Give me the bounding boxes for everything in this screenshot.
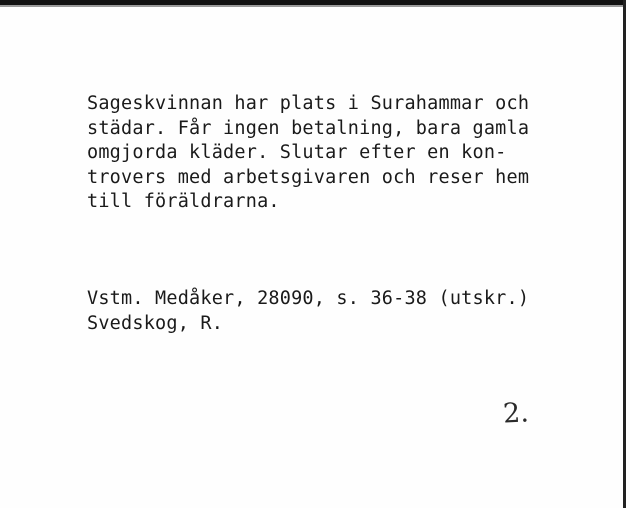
citation-line: Svedskog, R.: [87, 313, 224, 334]
summary-line: städar. Får ingen betalning, bara gamla: [87, 117, 530, 139]
summary-line: Sageskvinnan har plats i Surahammar och: [87, 93, 530, 114]
citation-line: Vstm. Medåker, 28090, s. 36-38 (utskr.): [87, 288, 530, 309]
card-top-edge-shadow: [0, 5, 626, 7]
summary-text: [87, 92, 529, 215]
handwritten-card-number: 2.: [502, 397, 530, 430]
summary-line: trovers med arbetsgivaren och reser hem: [87, 166, 530, 188]
summary-line: till föräldrarna.: [87, 191, 280, 212]
summary-line: omgjorda kläder. Slutar efter en kon-: [87, 142, 507, 163]
source-citation: [87, 286, 529, 336]
